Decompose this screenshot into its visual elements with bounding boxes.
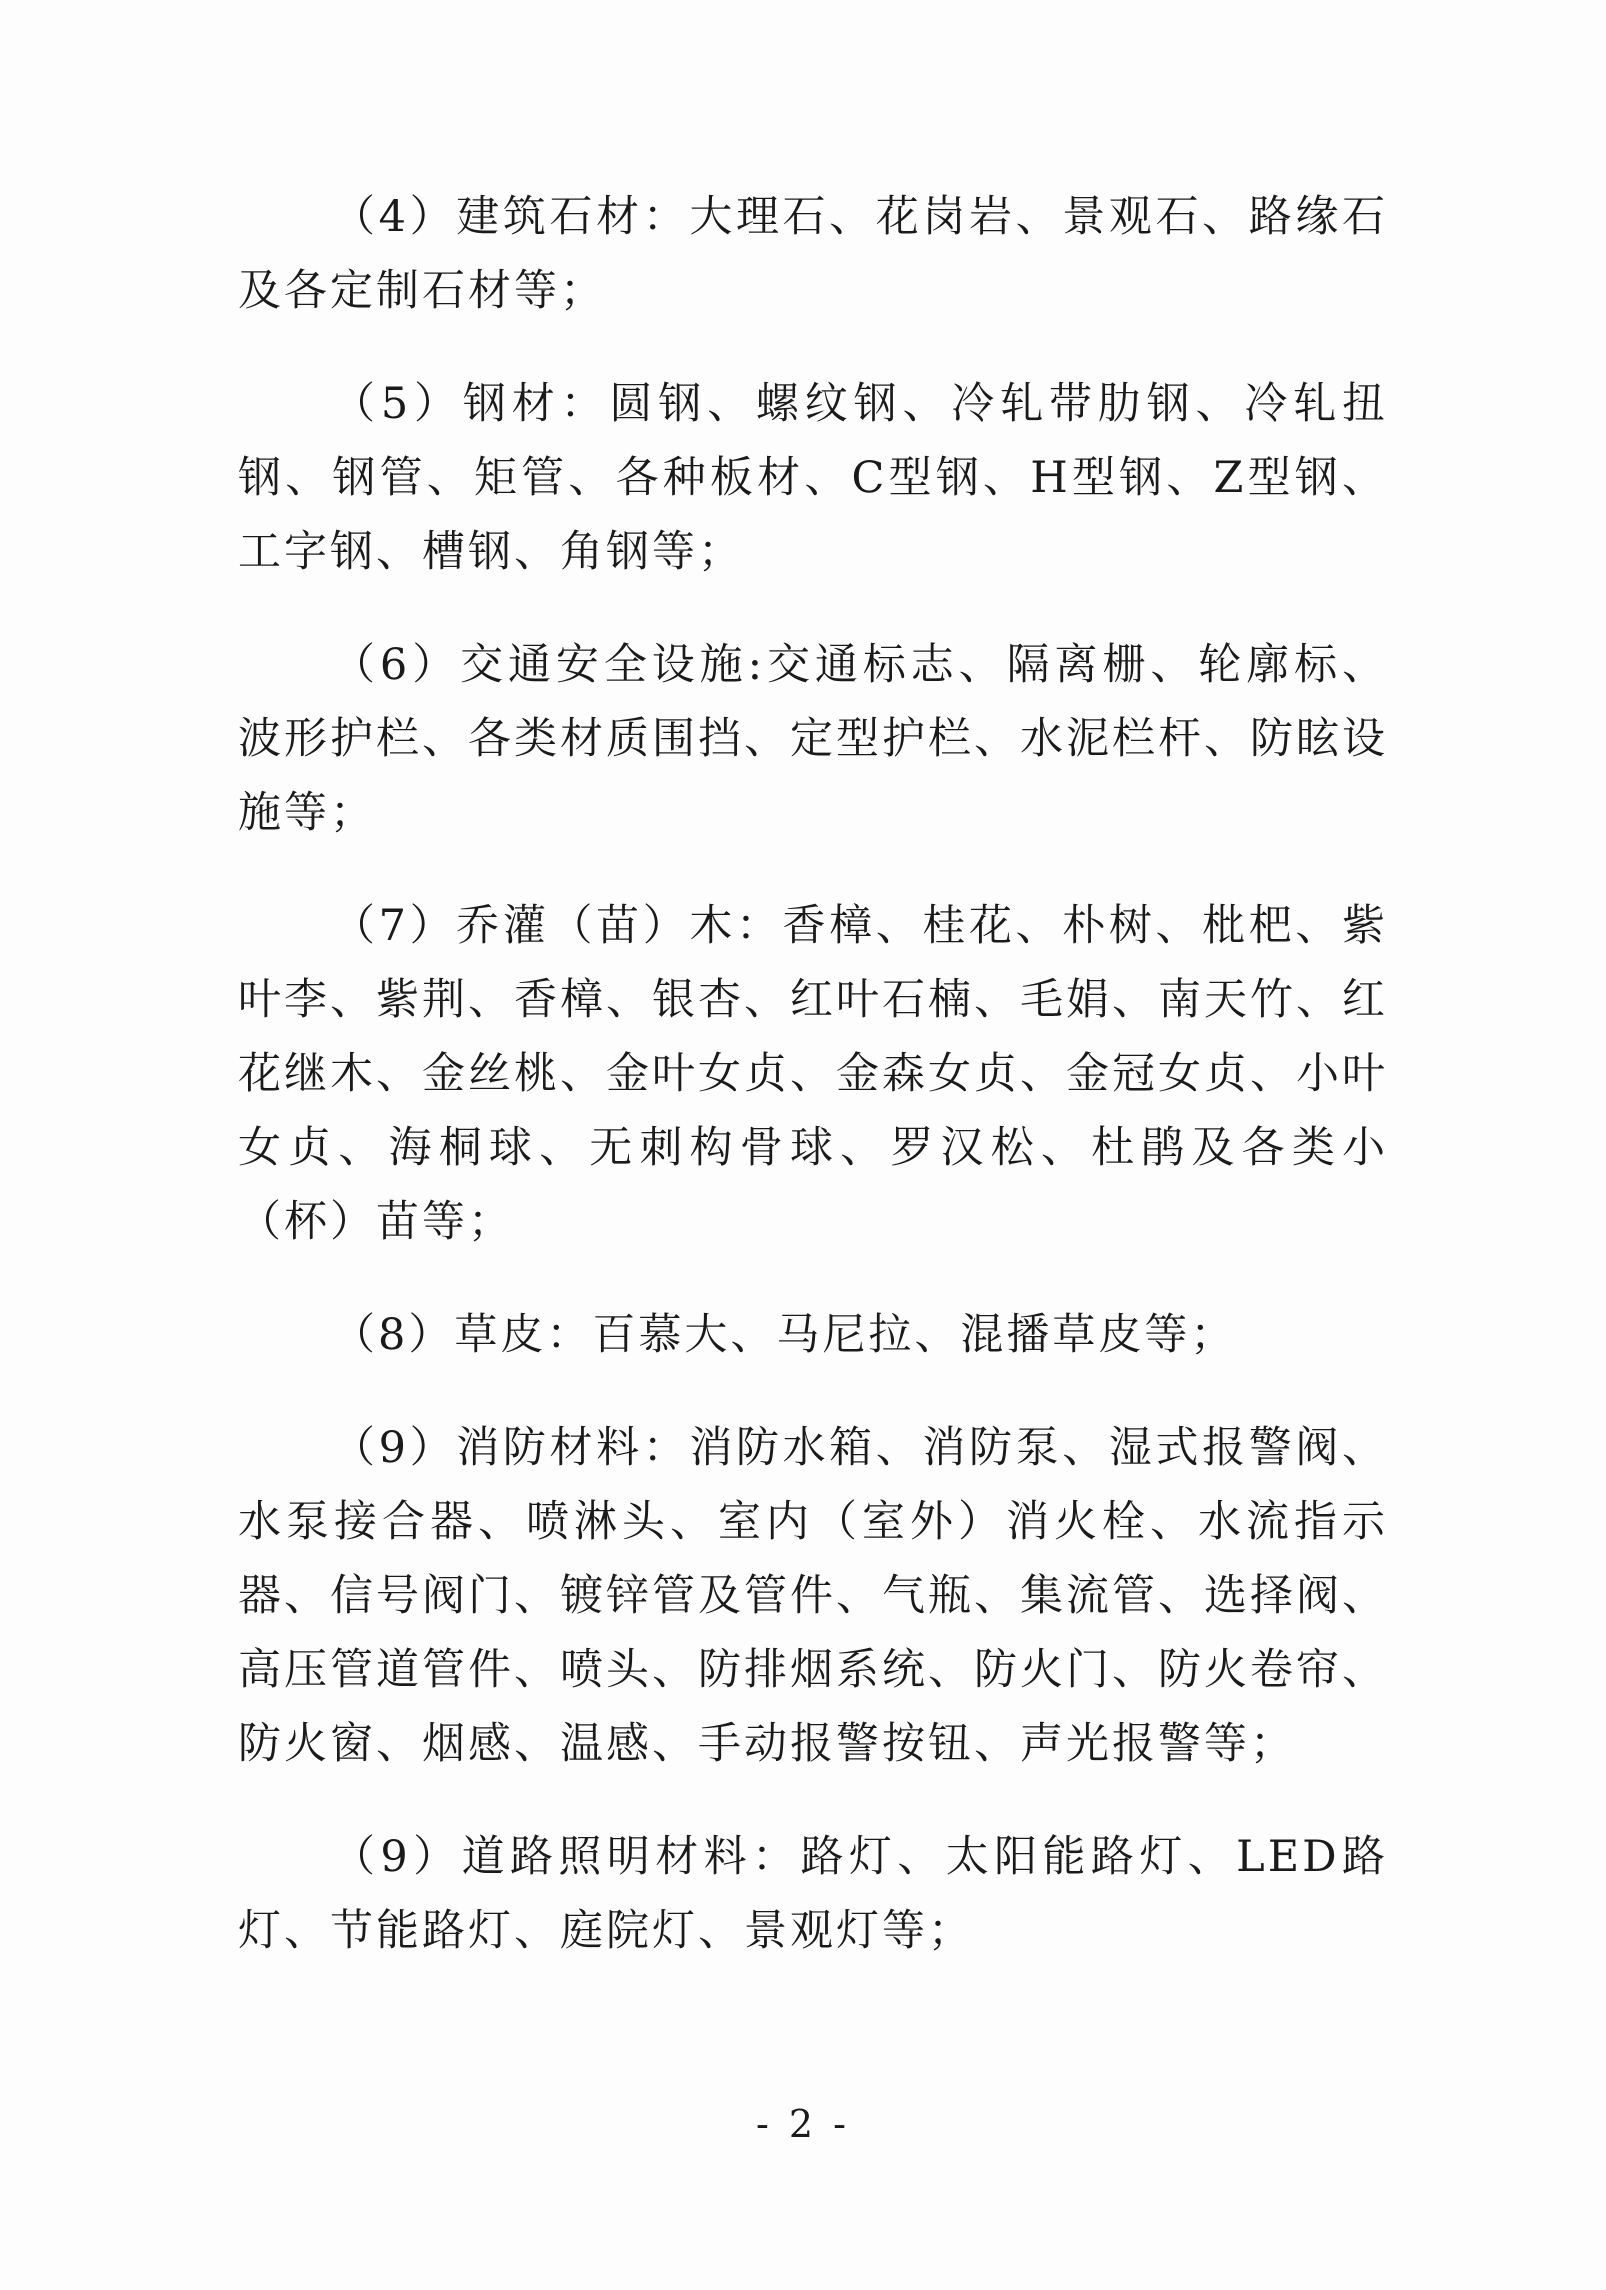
paragraph-trees-shrubs: （7）乔灌（苗）木：香樟、桂花、朴树、枇杷、紫叶李、紫荆、香樟、银杏、红叶石楠、毛娟、南天竹、红花继木、金丝桃、金叶女贞、金森女贞、金冠女贞、小叶女贞、海桐球、无刺构骨球、罗汉松、杜鹃及各类小（杯）苗等； — [238, 901, 1388, 1247]
paragraph-road-lighting: （9）道路照明材料：路灯、太阳能路灯、LED路灯、节能路灯、庭院灯、景观灯等； — [238, 1832, 1388, 1956]
paragraph-fire-protection: （9）消防材料：消防水箱、消防泵、湿式报警阀、水泵接合器、喷淋头、室内（室外）消火栓、水流指示器、信号阀门、镀锌管及管件、气瓶、集流管、选择阀、高压管道管件、喷头、防排烟系统、防火门、防火卷帘、防火窗、烟感、温感、手动报警按钮、声光报警等； — [238, 1423, 1388, 1769]
page-number: - 2 - — [755, 2102, 850, 2146]
paragraph-building-stone: （4）建筑石材：大理石、花岗岩、景观石、路缘石及各定制石材等； — [238, 192, 1388, 316]
paragraph-turf: （8）草皮：百慕大、马尼拉、混播草皮等； — [332, 1310, 1237, 1360]
paragraph-steel: （5）钢材：圆钢、螺纹钢、冷轧带肋钢、冷轧扭钢、钢管、矩管、各种板材、C型钢、H型钢、Z型钢、工字钢、槽钢、角钢等； — [238, 379, 1388, 577]
document-body — [238, 180, 1388, 2007]
paragraph-traffic-safety: （6）交通安全设施:交通标志、隔离栅、轮廓标、波形护栏、各类材质围挡、定型护栏、水泥栏杆、防眩设施等； — [238, 640, 1388, 838]
